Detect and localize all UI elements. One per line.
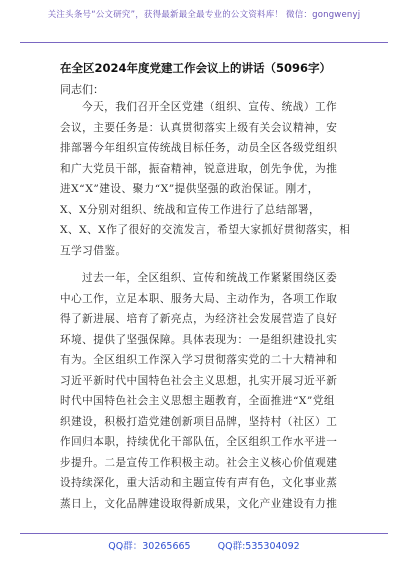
text-line: 得了新进展、培育了新亮点，为经济社会发展营造了良好 <box>60 313 338 325</box>
text-line: 过去一年，全区组织、宣传和统战工作紧紧围绕区委 <box>82 272 338 284</box>
text-line: 环境、提供了坚强保障。具体表现为：一是组织建设扎实 <box>60 333 338 346</box>
footer-qq-group-1: QQ群：30265665 <box>108 541 191 552</box>
text-line: 设持续深化，重大活动和主题宣传有声有色，文化事业蒸 <box>60 477 338 489</box>
salutation: 同志们： <box>60 83 104 96</box>
text-line: 有为。全区组织工作深入学习贯彻落实党的二十大精神和 <box>60 354 338 366</box>
text-line: X、X分别对组织、统战和宣传工作进行了总结部署， <box>60 203 321 216</box>
header-notice: 关注头条号“公文研究”，获得最新最全最专业的公文资料库！ 微信：gongwenyj <box>47 10 361 20</box>
text-line: 步提升。二是宣传工作积极主动。社会主义核心价值观建 <box>60 456 338 469</box>
footer <box>0 538 408 552</box>
text-line: 和广大党员干部，振奋精神，锐意进取，创先争优，为推 <box>60 162 338 175</box>
text-line: 今天，我们召开全区党建（组织、宣传、统战）工作 <box>82 101 338 113</box>
text-line: 织建设，积极打造党建创新项目品牌，坚持村（社区）工 <box>60 415 338 428</box>
text-line: 习近平新时代中国特色社会主义思想，扎实开展习近平新 <box>60 374 338 387</box>
text-line: 进X“X”建设、聚力“X”提供坚强的政治保证。刚才， <box>60 183 319 195</box>
footer-qq-group-2: QQ群:535304092 <box>217 541 300 552</box>
text-line: 蒸日上，文化品牌建设取得新成果，文化产业建设有力推 <box>60 497 338 510</box>
text-line: 中心工作，立足本职、服务大局、主动作为，各项工作取 <box>60 292 338 305</box>
text-line: 排部署今年组织宣传统战目标任务，动员全区各级党组织 <box>60 142 338 154</box>
document-title: 在全区2024年度党建工作会议上的讲话（5096字） <box>60 61 332 75</box>
header-divider <box>20 42 388 43</box>
text-line: 互学习借鉴。 <box>60 244 127 257</box>
text-line: X、X、X作了很好的交流发言，希望大家抓好贯彻落实，相 <box>60 224 351 236</box>
paragraph-1 <box>60 97 350 261</box>
footer-divider <box>20 533 388 534</box>
text-line: 会议，主要任务是：认真贯彻落实上级有关会议精神，安 <box>60 121 338 134</box>
paragraph-2 <box>60 268 350 514</box>
text-line: 作回归本职，持续优化干部队伍，全区组织工作水平进一 <box>60 436 338 448</box>
text-line: 时代中国特色社会主义思想主题教育，全面推进“X”党组 <box>60 395 336 407</box>
